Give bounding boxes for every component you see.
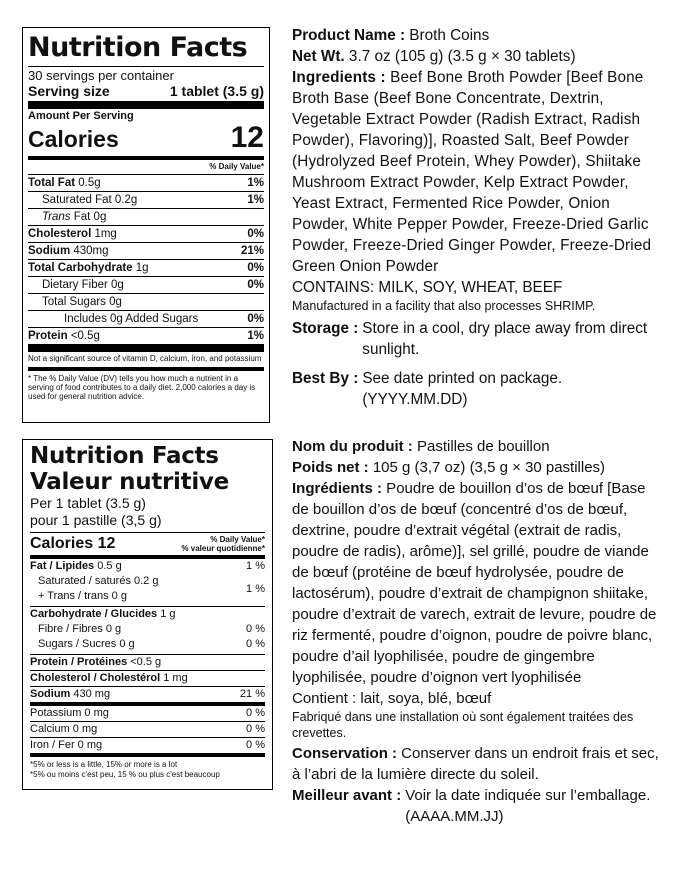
facility-line: Manufactured in a facility that also processes SHRIMP. [292,299,596,313]
fr-net-weight-line [292,457,662,478]
ca-iron-label: Iron / Fer [30,739,75,751]
ca-sodium-label: Sodium [30,688,71,700]
english-product-info [292,25,662,410]
ca-sugars-dv: 0 % [246,638,265,650]
ca-potassium-label: Potassium [30,707,82,719]
amount-per-serving: Amount Per Serving [28,110,134,122]
serving-size-value: 1 tablet (3.5 g) [169,83,264,99]
fr-best-by-label: Meilleur avant : [292,787,402,804]
nutrient-row-dietary-fiber [28,276,264,293]
product-name-value: Broth Coins [405,27,490,44]
ca-row-potassium [30,706,265,721]
per-serving-en: Per 1 tablet (3.5 g) [30,495,146,511]
ca-sugars-label: Sugars / Sucres [38,638,117,650]
ca-cholesterol-amount: 1 mg [160,672,188,684]
ca-saturated-amount: 0.2 g [130,575,159,587]
nutrient-amount: 430mg [70,245,109,257]
calories-value: 12 [230,121,264,154]
ingredients-line [292,67,662,277]
fr-ingredients-label: Ingrédients : [292,480,383,497]
ca-fibre-amount: 0 g [102,623,122,635]
storage-value: Store in a cool, dry place away from direct sunlight. [362,320,648,358]
fr-facility-line: Fabriqué dans une installation où sont également traitées des crevettes. [292,710,634,740]
ca-footnote-fr: *5% ou moins c'est peu, 15 % ou plus c'est beaucoup [30,770,220,779]
fr-ingredients-value: Poudre de bouillon d’os de bœuf [Base de bouillon d’os de bœuf (concentré d’os de bœuf, dextrine, poudre d’extrait végétal (extrait de radis, poudre de radis), arôme)], sel grillé, poudre de viande de bœuf (protéine de bœuf hydrolysée, poudre de lactosérum), poudre d’extrait de champignon shiitake, poudre d’extrait de varech, extrait de levure, poudre de riz fermenté, poudre d’oignon, poudre de poivre blanc, poudre d’ail lyophilisée, poudre de gingembre lyophilisée, poudre d’oignon vert lyophilisée [292,480,657,686]
nutrient-amount: 0.2g [111,194,138,206]
ca-fibre-dv: 0 % [246,623,265,635]
nutrient-row-total-carbohydrate [28,259,264,276]
ca-fat-label: Fat / Lipides [30,560,95,572]
ca-calories: Calories 12 [30,535,116,552]
ca-saturated-label: Saturated / saturés [38,575,131,587]
ca-carb-amount: 1 g [157,608,176,620]
fr-product-name-value: Pastilles de bouillon [412,438,550,455]
not-significant-note: Not a significant source of vitamin D, calcium, iron, and potassium [28,354,262,363]
nutrient-amount: 0g [90,211,107,223]
ca-iron-amount: 0 mg [74,739,103,751]
nutrient-name-italic: Trans [42,211,71,223]
ca-potassium-amount: 0 mg [81,707,109,719]
nutrient-row-trans-fat [28,208,264,225]
ca-row-carbohydrate [30,607,265,622]
best-by-value: See date printed on package. (YYYY.MM.DD) [362,370,563,408]
nutrient-name: Total Fat [28,177,76,189]
contains-line: CONTAINS: MILK, SOY, WHEAT, BEEF [292,279,563,296]
ca-row-sugars [30,637,265,652]
ca-trans-amount: 0 g [108,590,127,602]
storage-line [292,318,662,360]
nutrient-dv: 1% [247,177,264,189]
product-name-label: Product Name : [292,27,406,44]
nutrient-amount: 0g [107,279,124,291]
nutrient-dv: 0% [247,313,264,325]
nutrient-dv: 0% [247,228,264,240]
best-by-line [292,368,662,410]
nutrient-dv: 1% [247,194,264,206]
ca-row-cholesterol [30,671,265,686]
calories-row [28,123,264,153]
nutrient-name: Saturated Fat [42,194,112,206]
ca-row-fibre [30,622,265,637]
ingredients-label: Ingredients : [292,69,386,86]
ca-calcium-dv: 0 % [246,723,265,735]
ca-sugars-amount: 0 g [116,638,135,650]
us-nutrition-facts-panel [22,27,270,423]
nutrient-name: Cholesterol [28,228,92,240]
nutrient-name: Sodium [28,245,71,257]
ca-fibre-label: Fibre / Fibres [38,623,103,635]
nutrient-name: Total Sugars [42,296,106,308]
ca-sodium-amount: 430 mg [70,688,111,700]
nutrient-amount: 0g [105,296,122,308]
nutrient-amount: 1mg [91,228,117,240]
fr-storage-label: Conservation : [292,745,398,762]
servings-per-container: 30 servings per container [28,66,264,83]
ca-protein-label: Protein / Protéines [30,656,128,668]
nutrient-row-saturated-fat [28,191,264,208]
ca-trans-label: + Trans / trans [38,590,109,602]
nutrient-amount: <0.5g [67,330,100,342]
nutrient-amount: 1g [132,262,149,274]
fr-best-by-value: Voir la date indiquée sur l’emballage. (AAAA.MM.JJ) [405,787,651,825]
ca-dv-header-en: % Daily Value* [210,535,265,544]
fr-contains-line: Contient : lait, soya, blé, bœuf [292,690,492,707]
serving-size-row [28,83,264,99]
nutrient-amount: 0.5g [75,177,101,189]
ca-cholesterol-label: Cholesterol / Cholestérol [30,672,161,684]
per-serving-fr: pour 1 pastille (3,5 g) [30,512,162,528]
nutrient-row-total-fat [28,174,264,191]
nutrient-name: Dietary Fiber [42,279,108,291]
net-weight-value: 3.7 oz (105 g) (3.5 g × 30 tablets) [344,48,576,65]
nutrient-name: Fat [70,211,91,223]
serving-size-label: Serving size [28,83,110,99]
french-product-info [292,436,662,827]
nutrient-row-added-sugars [28,310,264,327]
fr-net-weight-value: 105 g (3,7 oz) (3,5 g × 30 pastilles) [368,459,606,476]
nutrient-dv: 1% [247,330,264,342]
ca-sodium-dv: 21 % [239,688,265,700]
best-by-label: Best By : [292,370,359,387]
ca-row-protein [30,655,265,670]
nutrient-dv: 21% [240,245,264,257]
ca-protein-amount: <0.5 g [127,656,162,668]
ca-carb-label: Carbohydrate / Glucides [30,608,158,620]
ca-dv-header [181,535,265,553]
fr-storage-line [292,743,662,785]
ca-panel-title-fr: Valeur nutritive [30,469,229,495]
net-weight-line [292,46,662,67]
fr-storage-value: Conserver dans un endroit frais et sec, à l’abri de la lumière directe du soleil. [292,745,659,783]
ca-dv-header-fr: % valeur quotidienne* [181,544,265,553]
calories-label: Calories [28,126,119,152]
storage-label: Storage : [292,320,359,337]
nutrient-dv: 0% [247,262,264,274]
daily-value-footnote: * The % Daily Value (DV) tells you how much a nutrient in a serving of food contributes to a daily diet. 2,000 calories a day is used for general nutrition advice. [28,374,256,401]
nutrient-name: Total Carbohydrate [28,262,133,274]
ca-calories-row [30,533,265,555]
ca-panel-title-en: Nutrition Facts [30,443,219,469]
ca-row-fat [30,559,265,574]
ingredients-value: Beef Bone Broth Powder [Beef Bone Broth Base (Beef Bone Concentrate, Dextrin, Vegetable Extract Powder (Radish Extract, Radish Powder), Flavoring)], Roasted Salt, Beef Powder (Hydrolyzed Beef Protein, Whey Powder), Shiitake Mushroom Extract Powder, Kelp Extract Powder, Yeast Extract, Fermented Rice Powder, Onion Powder, White Pepper Powder, Freeze-Dried Garlic Powder, Freeze-Dried Ginger Powder, Freeze-Dried Green Onion Powder [292,69,652,275]
nutrient-row-protein [28,327,264,344]
ca-iron-dv: 0 % [246,739,265,751]
fr-product-name-line [292,436,662,457]
ca-fat-amount: 0.5 g [94,560,122,572]
net-weight-label: Net Wt. [292,48,345,65]
fr-best-by-line [292,785,662,827]
us-panel-title: Nutrition Facts [28,32,248,63]
ca-row-sodium [30,687,265,702]
ca-row-calcium [30,722,265,737]
ca-footnote-en: *5% or less is a little, 15% or more is a lot [30,760,178,769]
daily-value-header: % Daily Value* [209,162,264,171]
nutrient-row-sodium [28,242,264,259]
ca-nutrition-facts-panel [22,439,273,790]
nutrient-dv: 0% [247,279,264,291]
ca-sat-trans-dv: 1 % [246,582,265,595]
ca-row-saturated-trans [30,574,265,604]
nutrient-row-cholesterol [28,225,264,242]
ca-calcium-label: Calcium [30,723,70,735]
ca-calcium-amount: 0 mg [69,723,98,735]
ca-footnote [30,757,265,780]
fr-net-weight-label: Poids net : [292,459,369,476]
nutrient-name: Protein [28,330,68,342]
nutrient-name: Includes 0g Added Sugars [64,313,199,325]
fr-ingredients-line [292,478,662,688]
fr-product-name-label: Nom du produit : [292,438,413,455]
nutrient-row-total-sugars [28,293,264,310]
product-name-line [292,25,662,46]
ca-fat-dv: 1 % [246,560,265,572]
ca-row-iron [30,738,265,753]
ca-potassium-dv: 0 % [246,707,265,719]
